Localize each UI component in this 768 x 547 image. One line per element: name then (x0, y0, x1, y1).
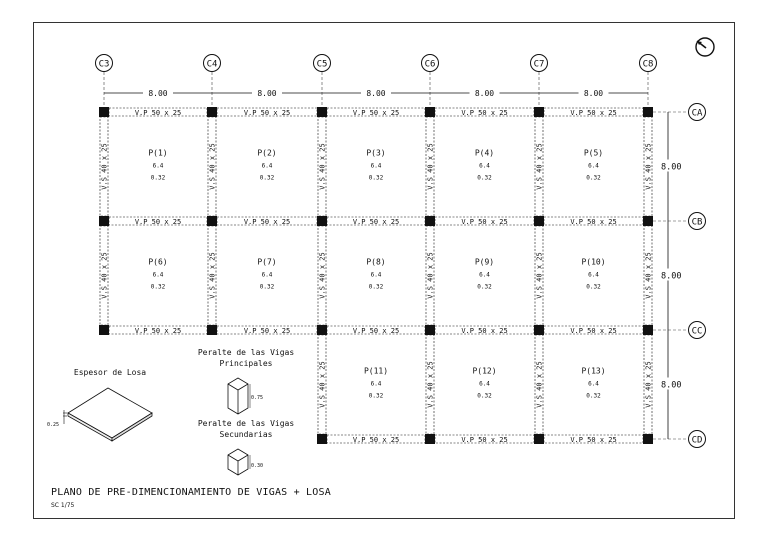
panel-value-1: 6.4 (588, 162, 599, 170)
panel-value-2: 0.32 (150, 283, 166, 291)
principal-beam-label: V.P 50 x 25 (134, 108, 182, 117)
span-dimension-label: 8.00 (583, 89, 604, 98)
column-square (99, 107, 109, 117)
span-dimension-label: 8.00 (474, 89, 495, 98)
panel-value-2: 0.32 (259, 283, 275, 291)
principal-beam-label: V.P 50 x 25 (134, 217, 182, 226)
panel-value-1: 6.4 (152, 271, 164, 279)
secondary-beam-label: V.S 40 x 25 (426, 361, 435, 408)
column-square (207, 216, 217, 226)
panel-name: P(8) (366, 257, 386, 267)
panel-name: P(7) (257, 257, 277, 267)
principal-beam-label: V.P 50 x 25 (461, 217, 508, 226)
column-square (643, 216, 653, 226)
panel-value-2: 0.32 (477, 392, 492, 400)
panel-value-2: 0.32 (150, 174, 166, 182)
span-dimension-label: 8.00 (257, 89, 277, 98)
panel-value-2: 0.32 (368, 283, 384, 291)
panel-name: P(12) (472, 366, 497, 376)
grid-label-cb: CB (691, 217, 703, 228)
grid-label-c4: C4 (206, 59, 218, 70)
principal-beam-label: V.P 50 x 25 (570, 217, 617, 226)
principal-legend-title-2: Principales (219, 359, 273, 368)
panel-name: P(5) (583, 148, 604, 158)
column-square (534, 325, 544, 335)
panel-name: P(13) (581, 366, 606, 376)
secondary-legend-title-2: Secundarias (219, 430, 273, 439)
panel-value-2: 0.32 (368, 174, 384, 182)
secondary-beam-label: V.S 40 x 25 (208, 143, 217, 190)
panel-value-1: 6.4 (370, 380, 382, 388)
principal-beam-label: V.P 50 x 25 (461, 326, 508, 335)
grid-label-c7: C7 (533, 59, 545, 70)
panel-value-2: 0.32 (586, 392, 601, 400)
secondary-beam-label: V.S 40 x 25 (318, 252, 327, 299)
column-square (425, 107, 435, 117)
column-square (99, 325, 109, 335)
panel-value-1: 6.4 (261, 162, 273, 170)
column-square (534, 216, 544, 226)
panel-name: P(11) (363, 366, 389, 376)
slab-thickness-value: 0.25 (47, 422, 60, 428)
drawing-title: PLANO DE PRE-DIMENCIONAMIENTO DE VIGAS + LOSA (51, 487, 331, 498)
row-dimension-label: 8.00 (661, 162, 682, 173)
principal-beam-label: V.P 50 x 25 (243, 326, 291, 335)
column-square (425, 325, 435, 335)
secondary-beam-label: V.S 40 x 25 (535, 143, 544, 190)
principal-beam-label: V.P 50 x 25 (461, 108, 508, 117)
panel-value-2: 0.32 (586, 174, 601, 182)
principal-beam-label: V.P 50 x 25 (461, 435, 508, 444)
panel-name: P(4) (474, 148, 495, 158)
row-dimension-label: 8.00 (661, 380, 682, 391)
row-dimension-label: 8.00 (661, 271, 682, 282)
principal-beam-label: V.P 50 x 25 (570, 435, 617, 444)
principal-beam-label: V.P 50 x 25 (352, 108, 400, 117)
column-square (317, 216, 327, 226)
column-square (643, 434, 653, 444)
column-square (534, 434, 544, 444)
grid-label-c3: C3 (98, 59, 110, 70)
principal-beam-label: V.P 50 x 25 (134, 326, 182, 335)
panel-value-2: 0.32 (477, 174, 492, 182)
panel-value-2: 0.32 (586, 283, 601, 291)
secondary-beam-label: V.S 40 x 25 (208, 252, 217, 299)
secondary-beam-label: V.S 40 x 25 (100, 252, 109, 299)
panel-value-1: 6.4 (588, 380, 599, 388)
grid-label-c5: C5 (316, 59, 328, 70)
panel-name: P(9) (474, 257, 495, 267)
column-square (317, 325, 327, 335)
secondary-beam-label: V.S 40 x 25 (535, 252, 544, 299)
drawing-scale: SC 1/75 (51, 502, 75, 509)
secondary-legend-title-1: Peralte de las Vigas (197, 419, 295, 428)
principal-beam-label: V.P 50 x 25 (570, 108, 617, 117)
principal-depth-value: 0.75 (251, 395, 264, 401)
secondary-beam-label: V.S 40 x 25 (426, 252, 435, 299)
secondary-beam-label: V.S 40 x 25 (426, 143, 435, 190)
panel-name: P(6) (148, 257, 168, 267)
column-square (425, 216, 435, 226)
panel-value-1: 6.4 (588, 271, 599, 279)
panel-value-1: 6.4 (370, 271, 382, 279)
grid-label-cc: CC (691, 326, 703, 337)
panel-name: P(3) (366, 148, 386, 158)
principal-beam-label: V.P 50 x 25 (570, 326, 617, 335)
panel-name: P(1) (148, 148, 168, 158)
slab-legend-title: Espesor de Losa (73, 368, 147, 377)
span-dimension-label: 8.00 (366, 89, 386, 98)
secondary-beam-label: V.S 40 x 25 (644, 361, 653, 408)
secondary-beam-label: V.S 40 x 25 (318, 361, 327, 408)
grid-label-c6: C6 (424, 59, 436, 70)
panel-name: P(10) (581, 257, 606, 267)
column-square (425, 434, 435, 444)
secondary-beam-label: V.S 40 x 25 (644, 252, 653, 299)
panel-value-2: 0.32 (259, 174, 275, 182)
secondary-beam-label: V.S 40 x 25 (644, 143, 653, 190)
span-dimension-label: 8.00 (148, 89, 168, 98)
column-square (99, 216, 109, 226)
column-square (207, 107, 217, 117)
panel-value-1: 6.4 (479, 271, 490, 279)
principal-beam-label: V.P 50 x 25 (352, 435, 400, 444)
panel-value-2: 0.32 (477, 283, 492, 291)
principal-beam-label: V.P 50 x 25 (352, 217, 400, 226)
column-square (207, 325, 217, 335)
secondary-beam-label: V.S 40 x 25 (318, 143, 327, 190)
principal-beam-label: V.P 50 x 25 (243, 217, 291, 226)
column-square (317, 434, 327, 444)
panel-name: P(2) (257, 148, 277, 158)
column-square (534, 107, 544, 117)
grid-label-cd: CD (691, 435, 703, 446)
principal-beam-label: V.P 50 x 25 (352, 326, 400, 335)
secondary-depth-value: 0.30 (251, 463, 264, 469)
column-square (643, 107, 653, 117)
grid-label-c8: C8 (642, 59, 654, 70)
panel-value-1: 6.4 (152, 162, 164, 170)
principal-legend-title-1: Peralte de las Vigas (197, 348, 295, 357)
panel-value-1: 6.4 (370, 162, 382, 170)
principal-beam-label: V.P 50 x 25 (243, 108, 291, 117)
panel-value-1: 6.4 (479, 162, 490, 170)
grid-label-ca: CA (691, 108, 703, 119)
panel-value-1: 6.4 (261, 271, 273, 279)
north-arrow-icon (696, 38, 714, 56)
secondary-beam-label: V.S 40 x 25 (100, 143, 109, 190)
column-square (317, 107, 327, 117)
column-square (643, 325, 653, 335)
panel-value-2: 0.32 (368, 392, 384, 400)
panel-value-1: 6.4 (479, 380, 490, 388)
secondary-beam-label: V.S 40 x 25 (535, 361, 544, 408)
